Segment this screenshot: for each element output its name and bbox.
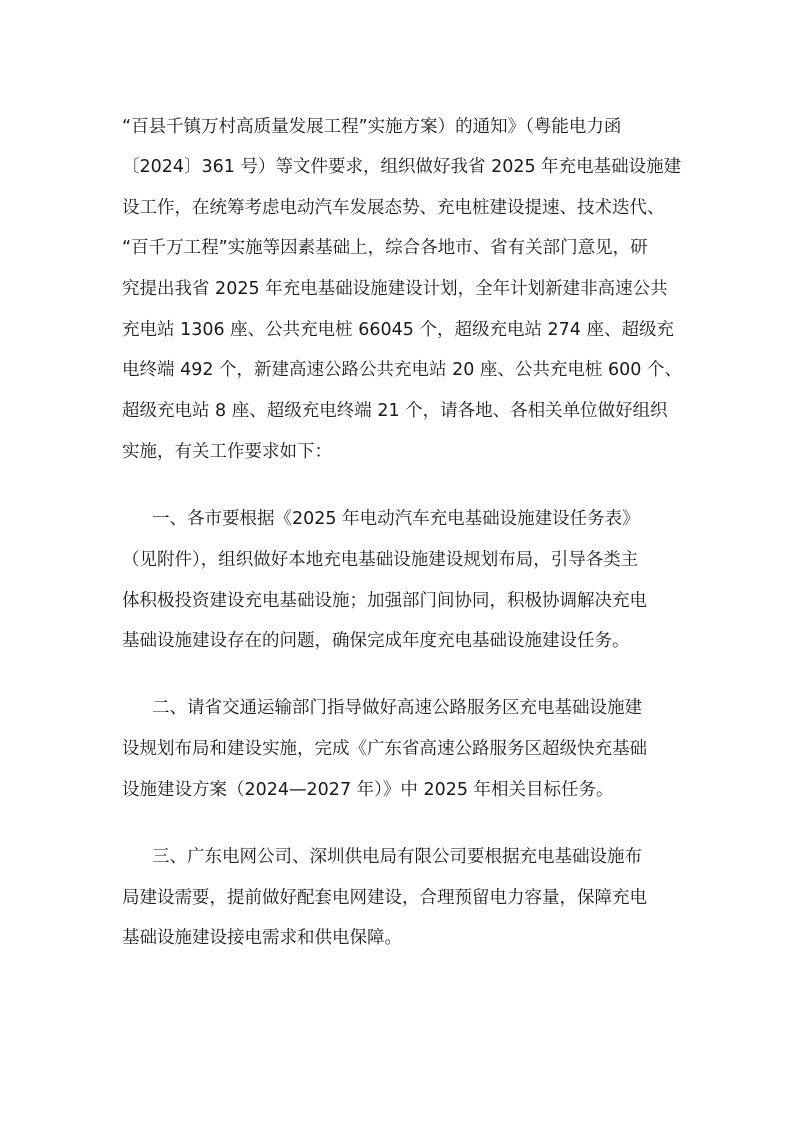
text-line: 局建设需要，提前做好配套电网建设，合理预留电力容量，保障充电 xyxy=(122,888,647,908)
text-line: 充电站 1306 座、公共充电桩 66045 个，超级充电站 274 座、超级充 xyxy=(122,320,674,340)
text-line: 基础设施建设存在的问题，确保完成年度充电基础设施建设任务。 xyxy=(122,631,630,651)
text-line: 设施建设方案（2024—2027 年）》中 2025 年相关目标任务。 xyxy=(122,780,614,800)
text-line: 设工作，在统筹考虑电动汽车发展态势、充电桩建设提速、技术迭代、 xyxy=(122,198,665,218)
text-line: 设规划布局和建设实施，完成《广东省高速公路服务区超级快充基础 xyxy=(122,739,647,759)
text-line: 体积极投资建设充电基础设施；加强部门间协同，积极协调解决充电 xyxy=(122,591,647,611)
text-line: 电终端 492 个，新建高速公路公共充电站 20 座、公共充电桩 600 个、 xyxy=(122,360,682,380)
text-line: 超级充电站 8 座、超级充电终端 21 个，请各地、各相关单位做好组织 xyxy=(122,401,668,421)
text-line: 究提出我省 2025 年充电基础设施建设计划，全年计划新建非高速公共 xyxy=(122,279,668,299)
text-line: 基础设施建设接电需求和供电保障。 xyxy=(122,928,402,948)
text-line: “百县千镇万村高质量发展工程”实施方案）的通知》（粤能电力函 xyxy=(122,117,622,137)
text-line: “百千万工程”实施等因素基础上，综合各地市、省有关部门意见，研 xyxy=(122,238,648,258)
text-line: 三、广东电网公司、深圳供电局有限公司要根据充电基础设施布 xyxy=(152,847,642,867)
text-line: 一、各市要根据《2025 年电动汽车充电基础设施建设任务表》 xyxy=(152,509,640,529)
text-line: 二、请省交通运输部门指导做好高速公路服务区充电基础设施建 xyxy=(152,698,642,718)
text-line: （见附件），组织做好本地充电基础设施建设规划布局，引导各类主 xyxy=(122,550,639,570)
text-line: 实施，有关工作要求如下： xyxy=(122,442,332,462)
text-line: 〔2024〕361 号）等文件要求，组织做好我省 2025 年充电基础设施建 xyxy=(122,157,682,177)
